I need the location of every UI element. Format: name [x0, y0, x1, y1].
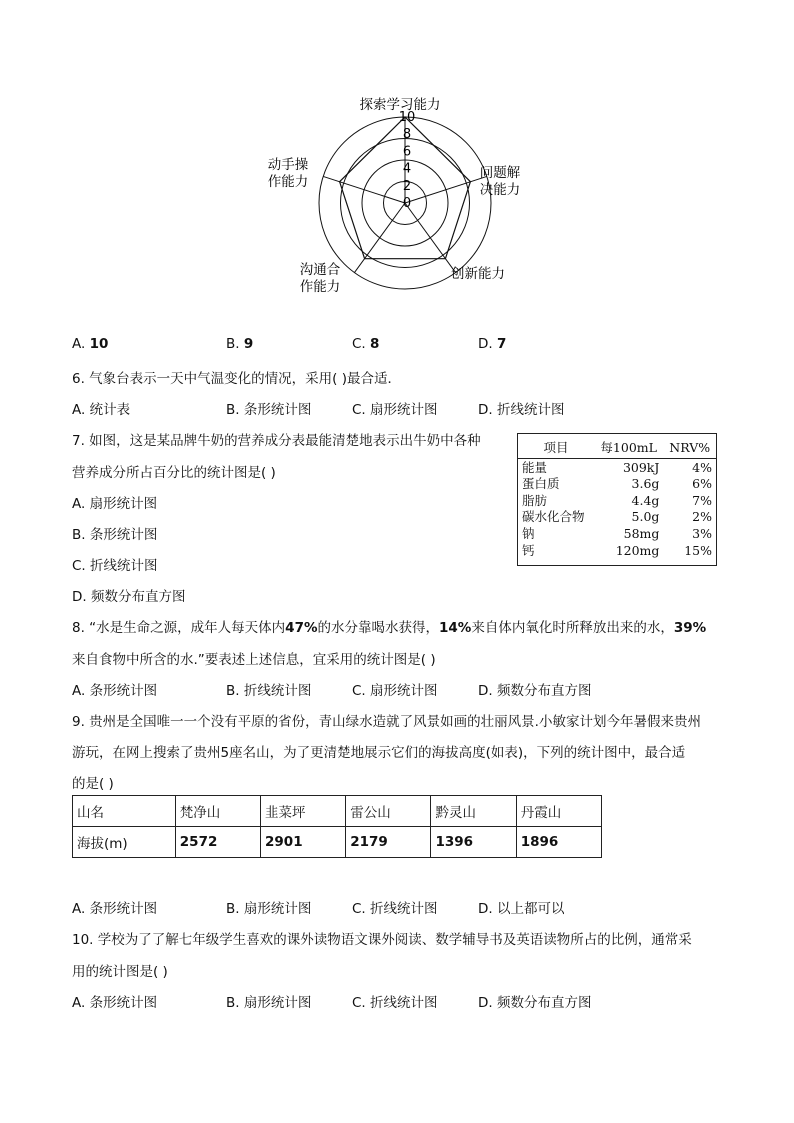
- nutrient-nrv: 7%: [692, 492, 712, 508]
- altitude-value: 2179: [350, 834, 388, 850]
- axis-label-top: 探索学习能力: [359, 97, 441, 113]
- nutrient-nrv: 6%: [692, 476, 712, 492]
- q9-option-b: B. 扇形统计图: [226, 901, 312, 917]
- nutrient-amount: 5.0g: [631, 509, 660, 525]
- q5-option-d-letter: D.: [478, 336, 493, 352]
- table-row: [518, 509, 717, 526]
- q10-option-a: A. 条形统计图: [72, 995, 158, 1011]
- axis-label-bottom-left-1: 沟通合: [299, 262, 341, 278]
- q7-option-c: C. 折线统计图: [72, 558, 158, 574]
- q9-option-c: C. 折线统计图: [352, 901, 438, 917]
- nutrition-header-nrv: NRV%: [663, 434, 716, 459]
- q6-option-c: C. 扇形统计图: [352, 402, 438, 418]
- altitude-value: 1896: [520, 834, 559, 850]
- q5-option-a: 10: [89, 336, 109, 352]
- q6-stem: 6. 气象台表示一天中气温变化的情况，采用( )最合适．: [72, 371, 401, 387]
- q10-option-d: D. 频数分布直方图: [478, 995, 592, 1011]
- q10-stem-line1: 10. 学校为了了解七年级学生喜欢的课外读物语文课外阅读、数学辅导书及英语读物所占的比例，通常采: [72, 932, 692, 948]
- nutrition-table: [517, 433, 717, 566]
- radar-tick-label: 2: [402, 178, 412, 194]
- q7-option-a: A. 扇形统计图: [72, 496, 158, 512]
- q8-option-a: A. 条形统计图: [72, 683, 158, 699]
- nutrient-nrv: 2%: [692, 509, 712, 525]
- q8-stem-line2: 来自食物中所含的水.”要表述上述信息，宜采用的统计图是( ): [72, 652, 436, 668]
- q8-percent-food: 39%: [673, 620, 707, 636]
- table-row: [518, 542, 717, 566]
- q5-option-b: 9: [243, 336, 254, 352]
- radar-tick-label: 8: [402, 127, 412, 143]
- axis-label-left-2: 作能力: [267, 174, 309, 190]
- q9-stem-line3: 的是( ): [72, 776, 114, 792]
- table-row: [73, 796, 602, 827]
- q5-option-c-letter: C.: [352, 336, 366, 352]
- table-row: [518, 459, 717, 476]
- radar-tick-label: 10: [398, 110, 416, 125]
- table-row: [518, 492, 717, 509]
- q9-option-d: D. 以上都可以: [478, 901, 565, 917]
- q5-option-a-letter: A.: [72, 336, 86, 352]
- nutrient-name: 能量: [522, 459, 548, 475]
- q8-option-b: B. 折线统计图: [226, 683, 312, 699]
- radar-spoke: [402, 176, 487, 203]
- q8-stem-line1: [72, 616, 706, 636]
- q8-option-c: C. 扇形统计图: [352, 683, 438, 699]
- nutrient-name: 蛋白质: [522, 476, 560, 492]
- radar-chart: [250, 90, 550, 300]
- altitude-value: 2901: [265, 834, 303, 850]
- q8-percent-drink: 47%: [285, 620, 318, 636]
- nutrient-amount: 58mg: [623, 525, 660, 541]
- q8-text: 的水分靠喝水获得，: [317, 620, 439, 636]
- mountain-name: 黔灵山: [431, 796, 516, 827]
- q7-stem-line1: 7. 如图，这是某品牌牛奶的营养成分表最能清楚地表示出牛奶中各种: [72, 433, 481, 449]
- q10-stem-line2: 用的统计图是( ): [72, 964, 168, 980]
- axis-label-bottom-right: 创新能力: [451, 266, 505, 282]
- mountain-table: [72, 795, 602, 858]
- q9-stem-line2: 游玩，在网上搜索了贵州5座名山，为了更清楚地展示它们的海拔高度(如表)，下列的统计图中，最合适: [72, 745, 686, 761]
- nutrient-amount: 4.4g: [631, 492, 660, 508]
- q7-option-d: D. 频数分布直方图: [72, 589, 186, 605]
- nutrient-name: 碳水化合物: [522, 509, 585, 525]
- q9-option-a: A. 条形统计图: [72, 901, 158, 917]
- radar-spoke: [323, 176, 405, 203]
- table-row: [73, 827, 602, 858]
- q10-option-b: B. 扇形统计图: [226, 995, 312, 1011]
- q8-percent-oxidation: 14%: [439, 620, 472, 636]
- mountain-name: 丹霞山: [516, 796, 601, 827]
- nutrient-nrv: 3%: [692, 525, 712, 541]
- nutrition-header-item: 项目: [518, 434, 594, 459]
- radar-tick-label: 0: [402, 196, 412, 211]
- q8-text: 来自体内氧化时所释放出来的水，: [471, 620, 674, 636]
- q5-option-b-letter: B.: [226, 336, 240, 352]
- mountain-header: 山名: [73, 796, 176, 827]
- altitude-value: 2572: [179, 834, 218, 850]
- radar-tick-label: 6: [402, 144, 412, 160]
- nutrient-name: 钙: [522, 542, 535, 558]
- q8-text: 8. “水是生命之源，成年人每天体内: [72, 620, 286, 636]
- nutrient-amount: 3.6g: [631, 476, 660, 492]
- axis-label-right-1: 问题解: [479, 165, 521, 181]
- nutrient-name: 脂肪: [522, 492, 548, 508]
- altitude-header: 海拔(m): [73, 827, 176, 858]
- nutrient-amount: 309kJ: [622, 459, 660, 475]
- axis-label-bottom-left-2: 作能力: [299, 279, 341, 295]
- q9-stem-line1: 9. 贵州是全国唯一一个没有平原的省份，青山绿水造就了风景如画的壮丽风景.小敏家计划今年暑假来贵州: [72, 714, 701, 730]
- nutrient-nrv: 4%: [692, 459, 712, 475]
- nutrient-nrv: 15%: [684, 542, 712, 558]
- nutrient-name: 钠: [522, 525, 535, 541]
- q5-option-d: 7: [496, 336, 507, 352]
- axis-label-left-1: 动手操: [267, 157, 309, 173]
- radar-tick-label: 4: [402, 161, 412, 177]
- q7-option-b: B. 条形统计图: [72, 527, 158, 543]
- table-row: [518, 476, 717, 493]
- altitude-value: 1396: [435, 834, 474, 850]
- q7-stem-line2: 营养成分所占百分比的统计图是( ): [72, 465, 276, 481]
- table-row: [518, 525, 717, 542]
- q6-option-b: B. 条形统计图: [226, 402, 312, 418]
- mountain-name: 梵净山: [175, 796, 260, 827]
- nutrition-header-per100ml: 每100mL: [594, 434, 663, 459]
- nutrient-amount: 120mg: [615, 542, 660, 558]
- q6-option-a: A. 统计表: [72, 402, 131, 418]
- q5-option-c: 8: [370, 336, 380, 352]
- q6-option-d: D. 折线统计图: [478, 402, 565, 418]
- axis-label-right-2: 决能力: [479, 182, 521, 198]
- mountain-name: 韭菜坪: [261, 796, 346, 827]
- mountain-name: 雷公山: [346, 796, 431, 827]
- q8-option-d: D. 频数分布直方图: [478, 683, 592, 699]
- q10-option-c: C. 折线统计图: [352, 995, 438, 1011]
